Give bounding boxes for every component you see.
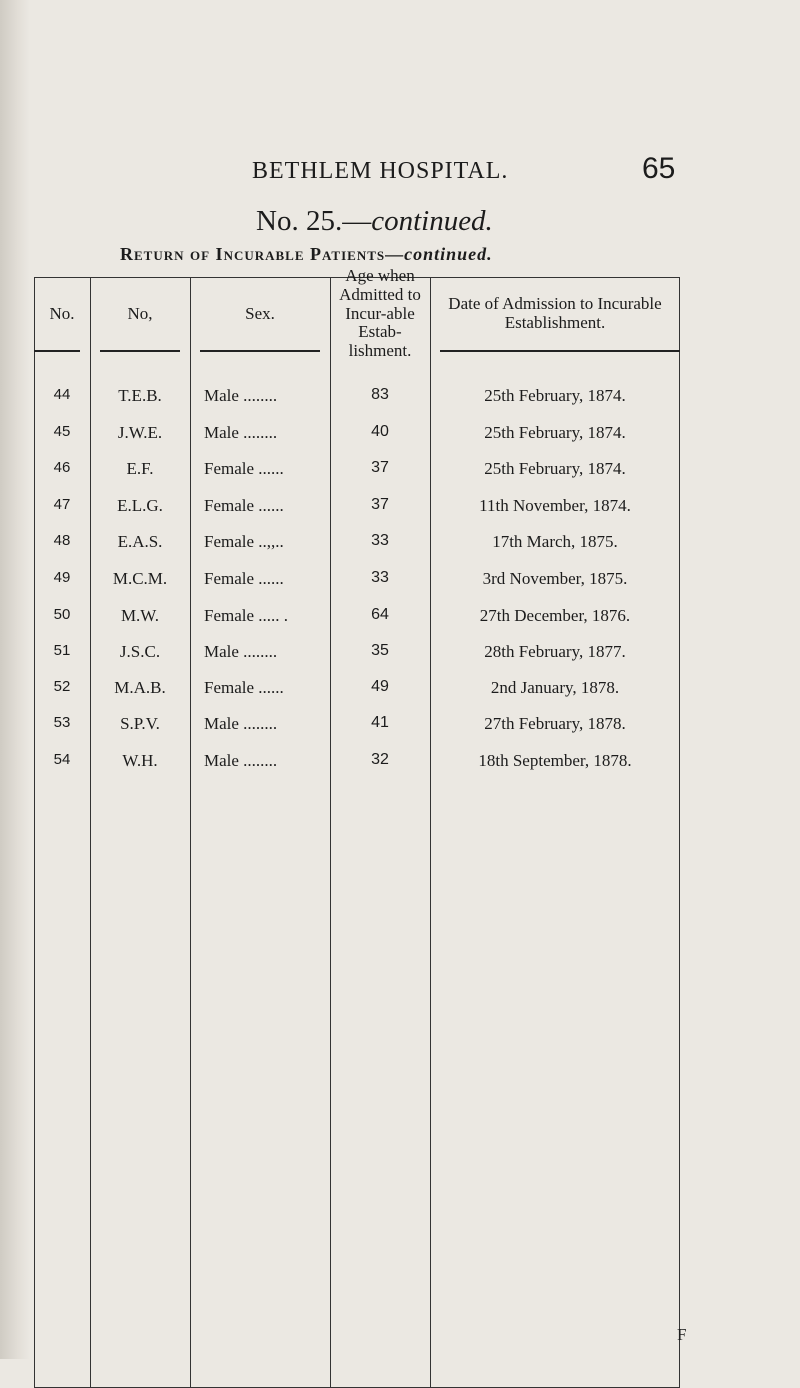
row-number: 54 [53, 751, 71, 768]
patient-sex: Female ...... [204, 459, 284, 478]
running-head: BETHLEM HOSPITAL. [252, 158, 509, 184]
patient-initials: S.P.V. [120, 714, 160, 733]
patient-sex: Male ........ [204, 386, 278, 405]
admission-age: 33 [371, 532, 389, 549]
patient-sex: Male ........ [204, 423, 278, 442]
row-number: 45 [53, 423, 71, 440]
row-number: 48 [53, 532, 71, 549]
column-header-sex: Sex. [245, 303, 275, 323]
patient-initials: M.C.M. [112, 569, 168, 588]
patient-sex: Female ...... [204, 496, 284, 515]
column-header-no: No. [49, 303, 75, 323]
admission-age: 49 [371, 678, 389, 695]
column-divider [190, 277, 191, 1388]
admission-date: 3rd November, 1875. [482, 569, 628, 588]
admission-date: 25th February, 1874. [484, 386, 626, 405]
patient-initials: M.W. [120, 606, 160, 625]
admission-age: 37 [371, 496, 389, 513]
row-number: 51 [53, 642, 71, 659]
patient-initials: W.H. [122, 751, 158, 770]
admission-age: 35 [371, 642, 389, 659]
patient-sex: Male ........ [204, 642, 278, 661]
column-header-id: No, [127, 303, 153, 323]
signature-mark: F [677, 1325, 687, 1344]
row-number: 46 [53, 459, 71, 476]
subtitle-text: Return of Incurable Patients— [120, 244, 405, 264]
table-subtitle [120, 244, 493, 265]
admission-date: 25th February, 1874. [484, 459, 626, 478]
admission-date: 27th December, 1876. [479, 606, 631, 625]
admission-age: 33 [371, 569, 389, 586]
row-number: 47 [53, 496, 71, 513]
table-left-rule [34, 277, 35, 1388]
patient-initials: J.W.E. [117, 423, 163, 442]
patient-initials: E.L.G. [117, 496, 163, 515]
row-number: 53 [53, 714, 71, 731]
admission-date: 11th November, 1874. [479, 496, 631, 515]
row-number: 49 [53, 569, 71, 586]
patient-sex: Male ........ [204, 751, 278, 770]
patient-sex: Female ...... [204, 569, 284, 588]
page-number: 65 [642, 152, 676, 185]
column-header-date: Date of Admission to Incurable Establishment. [448, 294, 662, 332]
patients-table [34, 266, 680, 1388]
admission-date: 18th September, 1878. [478, 751, 632, 770]
admission-date: 27th February, 1878. [484, 714, 626, 733]
column-divider [90, 277, 91, 1388]
admission-date: 28th February, 1877. [484, 642, 626, 661]
admission-age: 40 [371, 423, 389, 440]
admission-age: 37 [371, 459, 389, 476]
patient-initials: E.A.S. [117, 532, 163, 551]
table-right-rule [679, 277, 680, 1388]
table-number: No. 25.— [256, 205, 372, 237]
row-number: 50 [53, 606, 71, 623]
subtitle-continued: continued. [404, 244, 493, 264]
column-header-age: Age when Admitted to Incur-able Estab-lishment. [339, 266, 421, 361]
page-edge-shadow [0, 0, 30, 1359]
patient-sex: Male ........ [204, 714, 278, 733]
table-title [256, 205, 493, 238]
admission-age: 83 [371, 386, 389, 403]
admission-age: 64 [371, 606, 389, 623]
admission-age: 32 [371, 751, 389, 768]
patient-sex: Female ...... [204, 678, 284, 697]
row-number: 52 [53, 678, 71, 695]
admission-date: 17th March, 1875. [492, 532, 618, 551]
patient-initials: M.A.B. [114, 678, 166, 697]
admission-date: 2nd January, 1878. [490, 678, 620, 697]
admission-age: 41 [371, 714, 389, 731]
patient-sex: Female ..,,.. [204, 532, 284, 551]
table-title-continued: continued. [371, 205, 493, 237]
row-number: 44 [53, 386, 71, 403]
patient-initials: E.F. [126, 459, 154, 478]
patient-sex: Female ..... . [204, 606, 289, 625]
admission-date: 25th February, 1874. [484, 423, 626, 442]
patient-initials: T.E.B. [118, 386, 162, 405]
column-divider [330, 277, 331, 1388]
patient-initials: J.S.C. [119, 642, 161, 661]
column-divider [430, 277, 431, 1388]
